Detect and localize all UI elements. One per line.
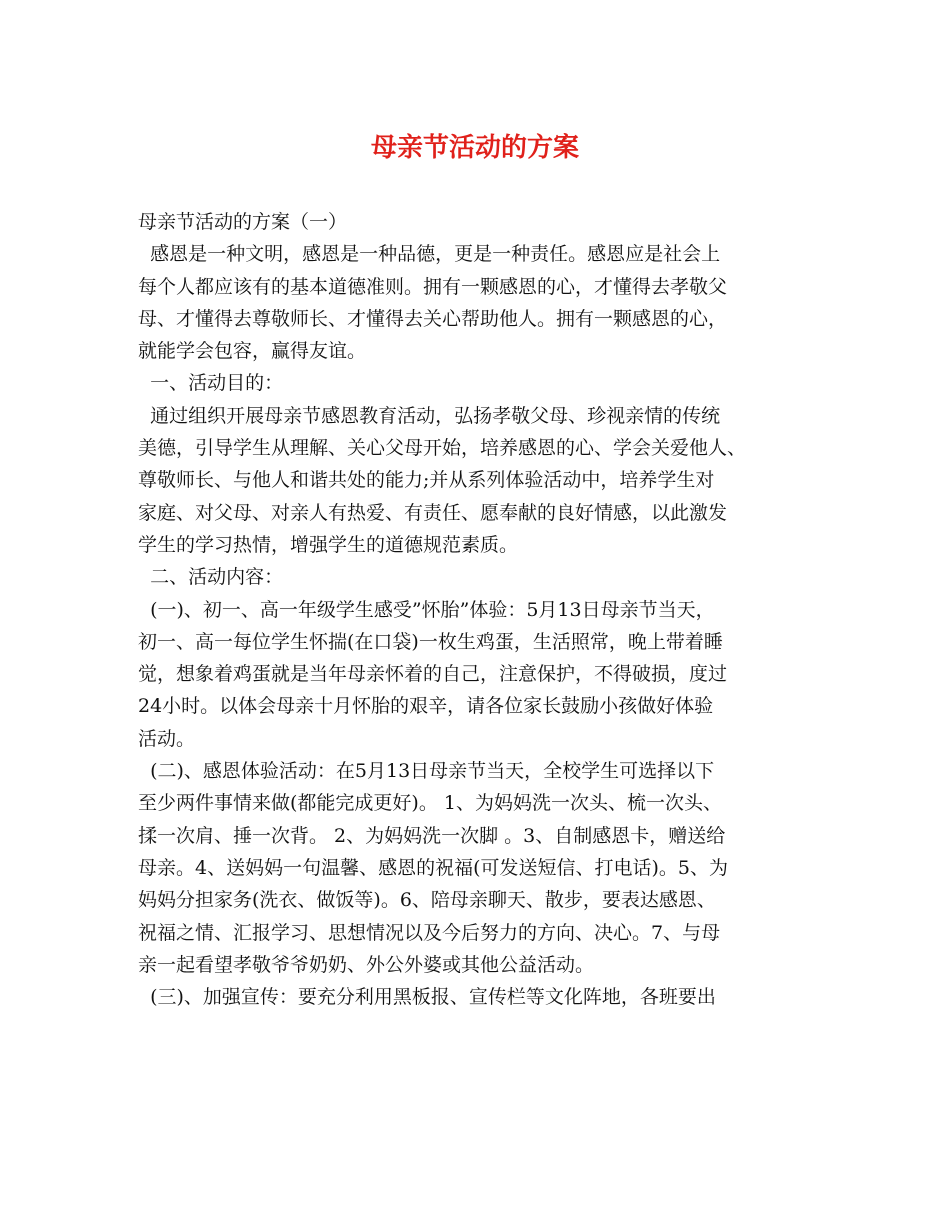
paragraph-line: 家庭、对父母、对亲人有热爱、有责任、愿奉献的良好情感，以此激发 — [138, 501, 728, 524]
paragraph-line: (一)、初一、高一年级学生感受”怀胎”体验：5月13日母亲节当天， — [138, 598, 715, 621]
paragraph-line: 尊敬师长、与他人和谐共处的能力;并从系列体验活动中，培养学生对 — [138, 469, 715, 492]
paragraph-line: 通过组织开展母亲节感恩教育活动，弘扬孝敬父母、珍视亲情的传统 — [138, 404, 721, 427]
paragraph-line: 妈妈分担家务(洗衣、做饭等)。6、陪母亲聊天、散步，要表达感恩、 — [138, 889, 716, 912]
paragraph-line: 感恩是一种文明，感恩是一种品德，更是一种责任。感恩应是社会上 — [138, 243, 721, 266]
paragraph-line: 母、才懂得去尊敬师长、才懂得去关心帮助他人。拥有一颗感恩的心， — [138, 307, 728, 330]
paragraph-line: 祝福之情、汇报学习、思想情况以及今后努力的方向、决心。7、与母 — [138, 921, 721, 944]
section-heading: 一、活动目的： — [138, 372, 284, 395]
paragraph-line: 母亲。4、送妈妈一句温馨、感恩的祝福(可发送短信、打电话)。5、为 — [138, 856, 729, 879]
paragraph-line: 揉一次肩、捶一次背。 2、为妈妈洗一次脚 。3、自制感恩卡，赠送给 — [138, 824, 726, 847]
paragraph-line: 美德，引导学生从理解、关心父母开始，培养感恩的心、学会关爱他人、 — [138, 437, 747, 460]
paragraph-line: 24小时。以体会母亲十月怀胎的艰辛，请各位家长鼓励小孩做好体验 — [138, 695, 714, 718]
paragraph-line: 亲一起看望孝敬爷爷奶奶、外公外婆或其他公益活动。 — [138, 953, 595, 976]
section-heading: 二、活动内容： — [138, 566, 284, 589]
document-title: 母亲节活动的方案 — [370, 133, 579, 163]
paragraph-line: 活动。 — [138, 727, 196, 750]
paragraph-line: 每个人都应该有的基本道德准则。拥有一颗感恩的心，才懂得去孝敬父 — [138, 275, 728, 298]
paragraph-line: (三)、加强宣传：要充分利用黑板报、宣传栏等文化阵地，各班要出 — [138, 986, 716, 1009]
paragraph-line: 初一、高一每位学生怀揣(在口袋)一枚生鸡蛋，生活照常，晚上带着睡 — [138, 630, 723, 653]
paragraph-line: (二)、感恩体验活动：在5月13日母亲节当天，全校学生可选择以下 — [138, 760, 715, 783]
section-heading: 母亲节活动的方案（一） — [138, 211, 348, 233]
paragraph-line: 至少两件事情来做(都能完成更好)。 1、为妈妈洗一次头、梳一次头、 — [138, 792, 722, 815]
paragraph-line: 学生的学习热情，增强学生的道德规范素质。 — [138, 533, 519, 556]
paragraph-line: 就能学会包容，赢得友谊。 — [138, 340, 367, 363]
paragraph-line: 觉，想象着鸡蛋就是当年母亲怀着的自己，注意保护，不得破损，度过 — [138, 663, 728, 686]
document-body — [138, 206, 828, 1013]
